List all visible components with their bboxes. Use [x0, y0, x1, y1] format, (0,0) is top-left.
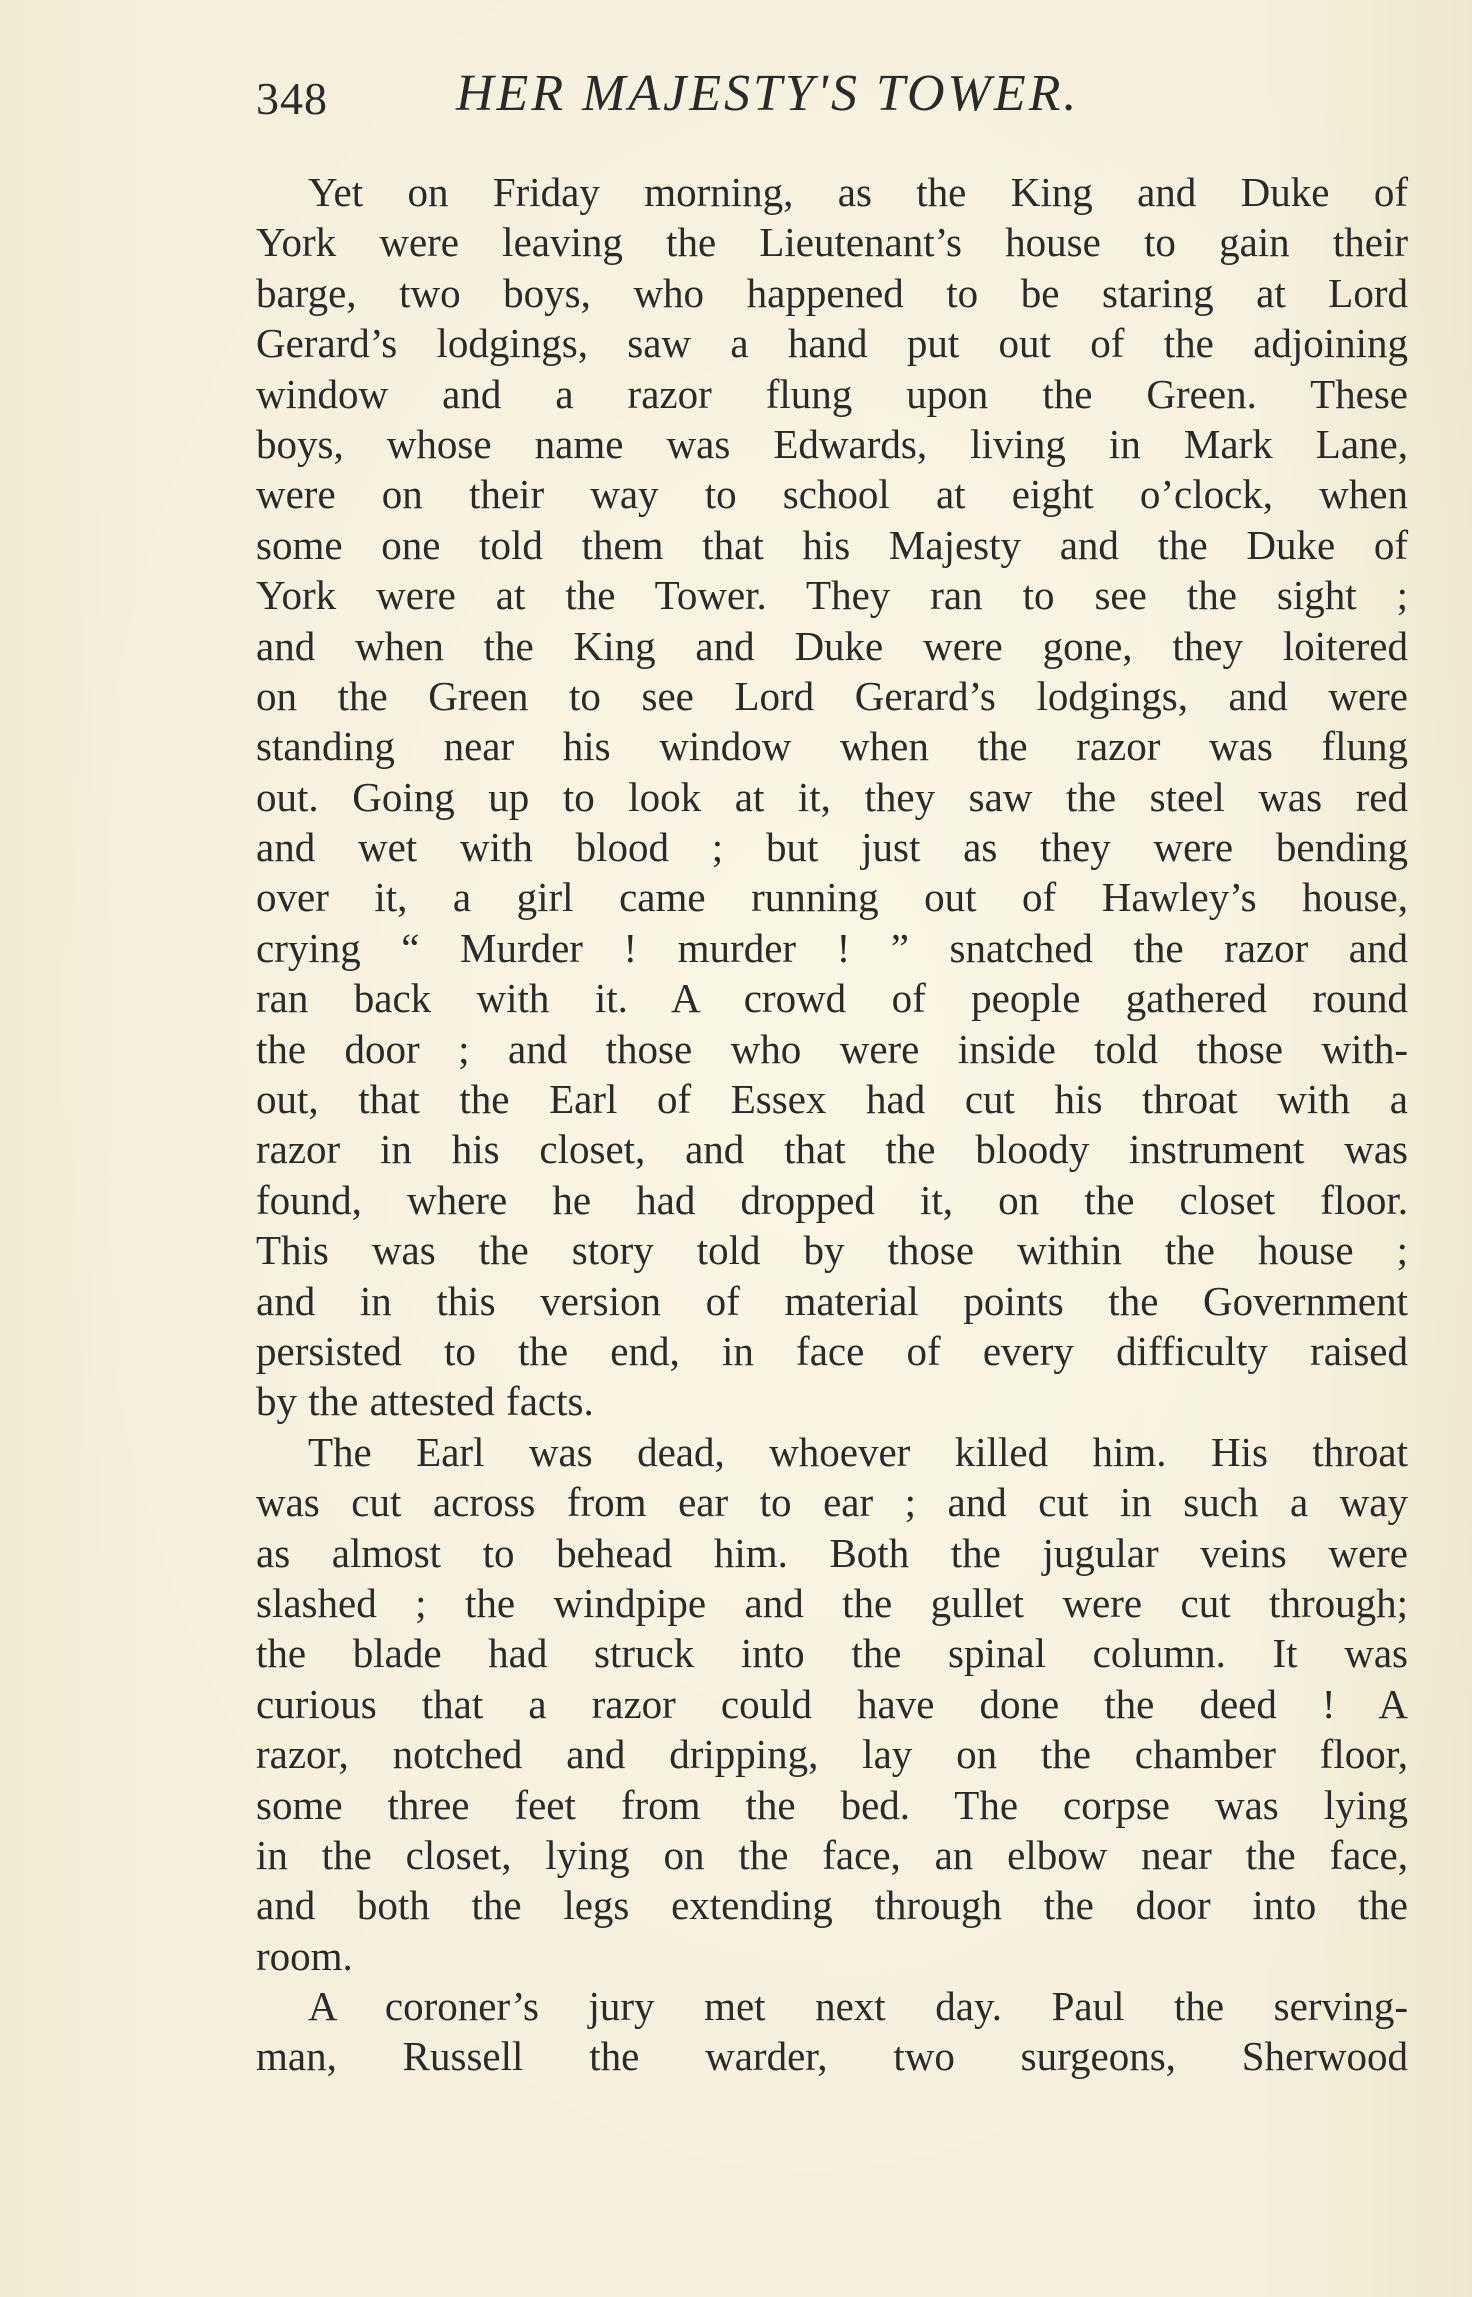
text-line: the blade had struck into the spinal column. It was: [256, 1630, 1408, 1677]
text-line: crying “ Murder ! murder ! ” snatched the razor and: [256, 924, 1408, 971]
text-line: some three feet from the bed. The corpse was lying: [256, 1781, 1408, 1828]
text-line: were on their way to school at eight o’clock, when: [256, 471, 1408, 518]
text-line: room.: [256, 1932, 353, 1979]
text-line: out. Going up to look at it, they saw the steel was red: [256, 773, 1408, 820]
text-line: on the Green to see Lord Gerard’s lodgings, and were: [256, 672, 1408, 719]
page-number: 348: [256, 73, 328, 124]
text-line: razor in his closet, and that the bloody instrument was: [256, 1126, 1408, 1173]
text-line: in the closet, lying on the face, an elbow near the face,: [256, 1831, 1408, 1878]
text-line: and when the King and Duke were gone, they loitered: [256, 622, 1408, 669]
text-line: the door ; and those who were inside told those with-: [256, 1025, 1408, 1072]
running-head: [256, 64, 1216, 124]
text-line: by the attested facts.: [256, 1378, 594, 1425]
text-line: The Earl was dead, whoever killed him. His throat: [308, 1428, 1408, 1475]
text-line: persisted to the end, in face of every difficulty raised: [256, 1327, 1408, 1374]
text-line: and both the legs extending through the door into the: [256, 1882, 1408, 1929]
text-line: found, where he had dropped it, on the closet floor.: [256, 1176, 1408, 1223]
text-line: razor, notched and dripping, lay on the chamber floor,: [256, 1731, 1408, 1778]
text-line: curious that a razor could have done the deed ! A: [256, 1680, 1408, 1727]
text-line: and in this version of material points the Government: [256, 1277, 1408, 1324]
text-line: and wet with blood ; but just as they were bending: [256, 824, 1408, 871]
body-text: [256, 167, 1408, 2082]
text-line: window and a razor flung upon the Green. These: [256, 370, 1408, 417]
text-line: This was the story told by those within the house ;: [256, 1227, 1408, 1274]
running-title: HER MAJESTY'S TOWER.: [456, 65, 1080, 122]
text-line: as almost to behead him. Both the jugular veins were: [256, 1529, 1408, 1576]
text-line: ran back with it. A crowd of people gathered round: [256, 975, 1408, 1022]
text-line: standing near his window when the razor was flung: [256, 723, 1408, 770]
text-line: man, Russell the warder, two surgeons, Sherwood: [256, 2033, 1408, 2080]
text-line: out, that the Earl of Essex had cut his throat with a: [256, 1076, 1408, 1123]
text-line: Yet on Friday morning, as the King and Duke of: [308, 169, 1408, 215]
text-line: Gerard’s lodgings, saw a hand put out of the adjoining: [256, 320, 1408, 367]
text-line: was cut across from ear to ear ; and cut in such a way: [256, 1479, 1408, 1526]
text-line: York were at the Tower. They ran to see the sight ;: [256, 572, 1408, 619]
text-line: boys, whose name was Edwards, living in Mark Lane,: [256, 420, 1408, 467]
text-line: York were leaving the Lieutenant’s house to gain their: [256, 219, 1408, 266]
text-line: barge, two boys, who happened to be staring at Lord: [256, 269, 1408, 316]
text-line: some one told them that his Majesty and the Duke of: [256, 521, 1408, 568]
text-line: over it, a girl came running out of Hawley’s house,: [256, 874, 1408, 921]
text-line: A coroner’s jury met next day. Paul the serving-: [308, 1983, 1408, 2030]
text-line: slashed ; the windpipe and the gullet were cut through;: [256, 1579, 1408, 1626]
